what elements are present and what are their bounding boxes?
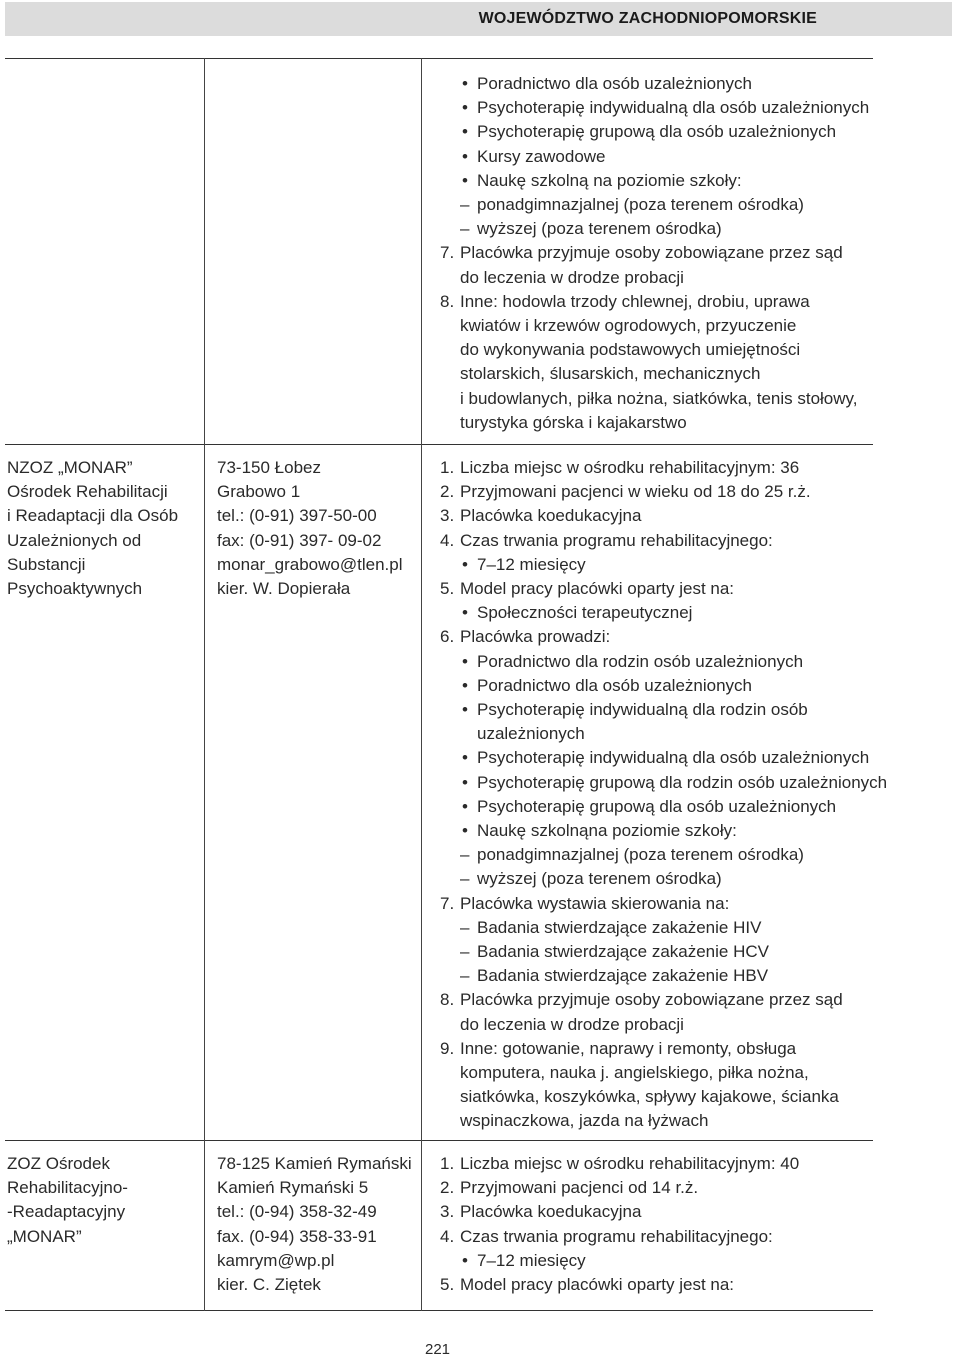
- item-text: wyższej (poza terenem ośrodka): [477, 219, 722, 239]
- item-text: Czas trwania programu rehabilitacyjnego:: [460, 530, 773, 550]
- text-line: -Readaptacyjny: [7, 1202, 126, 1222]
- continuation-line: [460, 362, 869, 386]
- item-text: Społeczności terapeutycznej: [477, 603, 693, 623]
- bullet-item: [477, 650, 887, 674]
- item-text: Poradnictwo dla osób uzależnionych: [477, 675, 753, 695]
- item-text: Model pracy placówki oparty jest na:: [460, 1275, 735, 1295]
- numbered-item: [440, 529, 887, 553]
- item-text: Przyjmowani pacjenci od 14 r.ż.: [460, 1178, 699, 1198]
- item-text: Psychoterapię grupową dla osób uzależnionych: [477, 122, 837, 142]
- item-text: do wykonywania podstawowych umiejętności: [460, 340, 801, 360]
- item-text: do leczenia w drodze probacji: [460, 267, 684, 287]
- text-line: 73-150 Łobez: [217, 458, 321, 477]
- item-text: do leczenia w drodze probacji: [460, 1014, 684, 1034]
- item-number: 7.: [440, 893, 455, 913]
- page-number: 221: [424, 1341, 451, 1358]
- item-text: Kursy zawodowe: [477, 146, 606, 166]
- text-line: tel.: (0-91) 397-50-00: [217, 506, 377, 526]
- text-line: Kamień Rymański 5: [217, 1178, 369, 1198]
- continuation-line: [477, 722, 887, 746]
- item-text: turystyka górska i kajakarstwo: [460, 412, 687, 432]
- item-number: 8.: [440, 291, 455, 311]
- item-text: Badania stwierdzające zakażenie HCV: [477, 942, 769, 962]
- numbered-item: [440, 1152, 800, 1176]
- item-text: Psychoterapię indywidualną dla osób uzależnionych: [477, 748, 870, 768]
- text-line: fax. (0-94) 358-33-91: [217, 1226, 377, 1246]
- bullet-item: [477, 169, 869, 193]
- item-number: 2.: [440, 1178, 455, 1198]
- header-bar: [5, 2, 952, 36]
- dash-item: [477, 843, 887, 867]
- item-text: Badania stwierdzające zakażenie HIV: [477, 917, 762, 937]
- item-number: 2.: [440, 482, 455, 502]
- item-number: 5.: [440, 579, 455, 599]
- item-text: wspinaczkowa, jazda na łyżwach: [460, 1111, 709, 1131]
- text-line: Rehabilitacyjno-: [7, 1178, 128, 1198]
- item-text: Placówka przyjmuje osoby zobowiązane przez sąd: [460, 990, 843, 1010]
- numbered-item: [440, 504, 887, 528]
- item-text: Psychoterapię grupową dla rodzin osób uzależnionych: [477, 772, 888, 792]
- dash-item: [477, 916, 887, 940]
- dash-item: [477, 867, 887, 891]
- item-text: Placówka prowadzi:: [460, 627, 611, 647]
- bullet-item: [477, 819, 887, 843]
- facility-name: [7, 1152, 128, 1249]
- numbered-item: [440, 480, 887, 504]
- item-text: Inne: gotowanie, naprawy i remonty, obsługa: [460, 1038, 797, 1058]
- item-text: Placówka wystawia skierowania na:: [460, 893, 730, 913]
- continuation-line: [460, 387, 869, 411]
- item-number: 4.: [440, 530, 455, 550]
- item-number: 8.: [440, 990, 455, 1010]
- item-number: 1.: [440, 1154, 455, 1173]
- text-line: kamrym@wp.pl: [217, 1250, 335, 1270]
- continuation-line: [460, 266, 869, 290]
- continuation-line: [460, 314, 869, 338]
- item-text: ponadgimnazjalnej (poza terenem ośrodka): [477, 845, 804, 865]
- text-line: 78-125 Kamień Rymański: [217, 1154, 412, 1173]
- text-line: Grabowo 1: [217, 482, 301, 502]
- item-text: Psychoterapię indywidualną dla osób uzależnionych: [477, 98, 870, 118]
- text-line: kier. W. Dopierała: [217, 579, 351, 599]
- continuation-line: [460, 338, 869, 362]
- bullet-item: [477, 674, 887, 698]
- table-rule: [5, 1140, 873, 1141]
- text-line: Substancji: [7, 554, 86, 574]
- item-text: Przyjmowani pacjenci w wieku od 18 do 25 r.ż.: [460, 482, 811, 502]
- item-text: Inne: hodowla trzody chlewnej, drobiu, uprawa: [460, 291, 810, 311]
- numbered-item: [440, 892, 887, 916]
- item-text: Czas trwania programu rehabilitacyjnego:: [460, 1226, 773, 1246]
- text-line: ZOZ Ośrodek: [7, 1154, 110, 1173]
- item-text: Placówka koedukacyjna: [460, 1202, 642, 1222]
- item-number: 4.: [440, 1226, 455, 1246]
- text-line: monar_grabowo@tlen.pl: [217, 554, 403, 574]
- item-number: 6.: [440, 627, 455, 647]
- item-text: Poradnictwo dla rodzin osób uzależnionych: [477, 651, 804, 671]
- item-text: Badania stwierdzające zakażenie HBV: [477, 966, 769, 986]
- dash-item: [477, 193, 869, 217]
- item-number: 3.: [440, 1202, 455, 1222]
- table-rule-bottom: [5, 1310, 873, 1311]
- bullet-item: [477, 698, 887, 722]
- facility-name: [7, 456, 178, 601]
- item-number: 1.: [440, 458, 455, 477]
- item-number: 5.: [440, 1275, 455, 1295]
- bullet-item: [477, 601, 887, 625]
- facility-address: [217, 1152, 412, 1297]
- bullet-item: [477, 771, 887, 795]
- facility-details: [440, 1152, 800, 1297]
- item-text: ponadgimnazjalnej (poza terenem ośrodka): [477, 195, 804, 215]
- item-text: Placówka koedukacyjna: [460, 506, 642, 526]
- item-number: 7.: [440, 243, 455, 263]
- column-divider: [204, 58, 205, 1311]
- dash-item: [477, 964, 887, 988]
- numbered-item: [440, 625, 887, 649]
- item-text: Naukę szkolną na poziomie szkoły:: [477, 170, 742, 190]
- text-line: fax: (0-91) 397- 09-02: [217, 530, 382, 550]
- bullet-item: [477, 795, 887, 819]
- item-text: siatkówka, koszykówka, spływy kajakowe, ścianka: [460, 1087, 839, 1107]
- text-line: „MONAR”: [7, 1226, 82, 1246]
- item-text: Psychoterapię indywidualną dla rodzin osób: [477, 700, 808, 720]
- bullet-item: [477, 145, 869, 169]
- item-text: Poradnictwo dla osób uzależnionych: [477, 74, 753, 93]
- column-divider: [421, 58, 422, 1311]
- numbered-item: [440, 1200, 799, 1224]
- continuation-line: [460, 1013, 887, 1037]
- bullet-item: [477, 72, 869, 96]
- numbered-item: [440, 1176, 799, 1200]
- continued-details: [440, 72, 870, 435]
- text-line: tel.: (0-94) 358-32-49: [217, 1202, 377, 1222]
- numbered-item: [440, 1037, 887, 1061]
- bullet-item: [477, 1249, 799, 1273]
- item-text: Placówka przyjmuje osoby zobowiązane przez sąd: [460, 243, 843, 263]
- text-line: Uzależnionych od: [7, 530, 142, 550]
- item-text: 7–12 miesięcy: [477, 554, 586, 574]
- text-line: Ośrodek Rehabilitacji: [7, 482, 168, 502]
- item-text: Liczba miejsc w ośrodku rehabilitacyjnym: 40: [460, 1154, 800, 1173]
- item-text: wyższej (poza terenem ośrodka): [477, 869, 722, 889]
- item-text: 7–12 miesięcy: [477, 1250, 586, 1270]
- numbered-item: [440, 241, 869, 265]
- numbered-item: [440, 577, 887, 601]
- bullet-item: [477, 120, 869, 144]
- item-text: Liczba miejsc w ośrodku rehabilitacyjnym: 36: [460, 458, 800, 477]
- numbered-item: [440, 988, 887, 1012]
- bullet-item: [477, 553, 887, 577]
- item-text: i budowlanych, piłka nożna, siatkówka, tenis stołowy,: [460, 388, 858, 408]
- facility-details: [440, 456, 888, 1134]
- text-line: NZOZ „MONAR”: [7, 458, 133, 477]
- numbered-item: [440, 290, 869, 314]
- table-rule-top: [5, 58, 873, 59]
- continuation-line: [460, 1085, 887, 1109]
- numbered-item: [440, 456, 887, 480]
- item-number: 3.: [440, 506, 455, 526]
- item-number: 9.: [440, 1038, 455, 1058]
- dash-item: [477, 940, 887, 964]
- item-text: Psychoterapię grupową dla osób uzależnionych: [477, 796, 837, 816]
- item-text: kwiatów i krzewów ogrodowych, przyuczenie: [460, 316, 797, 336]
- item-text: stolarskich, ślusarskich, mechanicznych: [460, 364, 761, 384]
- text-line: Psychoaktywnych: [7, 579, 143, 599]
- text-line: i Readaptacji dla Osób: [7, 506, 179, 526]
- item-text: Naukę szkolnąna poziomie szkoły:: [477, 821, 737, 841]
- numbered-item: [440, 1273, 799, 1297]
- table-rule: [5, 444, 873, 445]
- item-text: komputera, nauka j. angielskiego, piłka nożna,: [460, 1063, 809, 1083]
- item-text: uzależnionych: [477, 724, 585, 744]
- region-title: WOJEWÓDZTWO ZACHODNIOPOMORSKIE: [478, 10, 817, 27]
- text-line: kier. C. Ziętek: [217, 1275, 321, 1295]
- continuation-line: [460, 411, 869, 435]
- numbered-item: [440, 1225, 799, 1249]
- facility-address: [217, 456, 402, 601]
- bullet-item: [477, 96, 869, 120]
- bullet-item: [477, 746, 887, 770]
- item-text: Model pracy placówki oparty jest na:: [460, 579, 735, 599]
- continuation-line: [460, 1061, 887, 1085]
- dash-item: [477, 217, 869, 241]
- continuation-line: [460, 1109, 887, 1133]
